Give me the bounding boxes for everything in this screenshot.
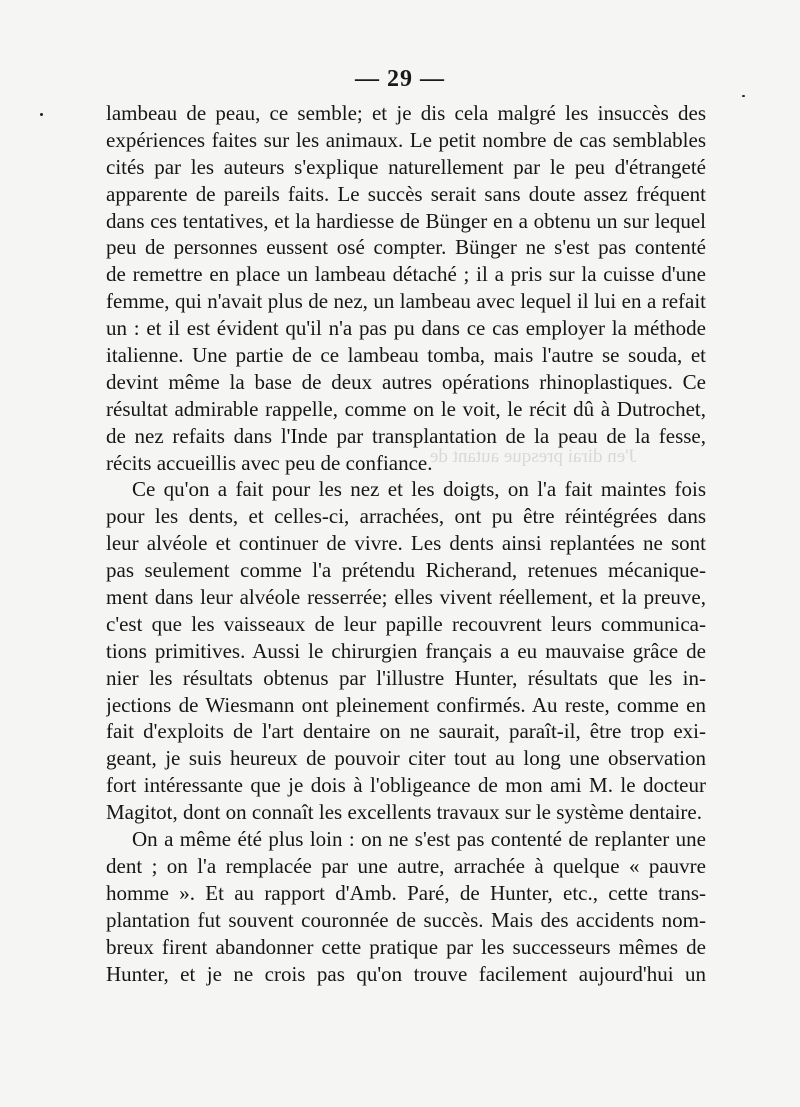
text-line: fait d'exploits de l'art dentaire on ne saurait, paraît-il, être trop exi- — [106, 719, 706, 744]
text-line: leur alvéole et continuer de vivre. Les dents ainsi replantées ne sont — [106, 531, 706, 556]
show-through-text: J'en dirai presque autant de — [430, 446, 637, 467]
text-line: ment dans leur alvéole resserrée; elles vivent réellement, et la preuve, — [106, 585, 706, 610]
body-text — [106, 100, 706, 987]
text-line: de remettre en place un lambeau détaché ; il a pris sur la cuisse d'une — [106, 262, 706, 287]
text-line: geant, je suis heureux de pouvoir citer tout au long une observation — [106, 746, 706, 771]
text-line: femme, qui n'avait plus de nez, un lambeau avec lequel il lui en a refait — [106, 289, 706, 314]
text-line: fort intéressante que je dois à l'obligeance de mon ami M. le docteur — [106, 773, 706, 798]
text-line: cités par les auteurs s'explique naturellement par le peu d'étrangeté — [106, 154, 706, 179]
text-line: tions primitives. Aussi le chirurgien français a eu mauvaise grâce de — [106, 638, 706, 663]
text-line: jections de Wiesmann ont pleinement confirmés. Au reste, comme en — [106, 692, 706, 717]
text-line: résultat admirable rappelle, comme on le voit, le récit dû à Dutrochet, — [106, 396, 706, 421]
text-line: expériences faites sur les animaux. Le petit nombre de cas semblables — [106, 127, 706, 152]
text-line: lambeau de peau, ce semble; et je dis cela malgré les insuccès des — [106, 101, 706, 125]
text-line: récits accueillis avec peu de confiance. — [106, 450, 433, 475]
text-line: On a même été plus loin : on ne s'est pas contenté de replanter une — [132, 827, 706, 852]
text-line: un : et il est évident qu'il n'a pas pu dans ce cas employer la méthode — [106, 316, 706, 341]
text-line: breux firent abandonner cette pratique par les successeurs mêmes de — [106, 934, 706, 959]
text-line: c'est que les vaisseaux de leur papille recouvrent leurs communica- — [106, 611, 706, 636]
page-number: — 29 — — [355, 66, 445, 92]
text-line: homme ». Et au rapport d'Amb. Paré, de Hunter, etc., cette trans- — [106, 880, 706, 905]
text-line: nier les résultats obtenus par l'illustre Hunter, résultats que les in- — [106, 665, 706, 690]
speck-mark — [742, 95, 745, 97]
text-line: apparente de pareils faits. Le succès serait sans doute assez fréquent — [106, 181, 706, 206]
text-line: pour les dents, et celles-ci, arrachées, ont pu être réintégrées dans — [106, 504, 706, 529]
text-line: devint même la base de deux autres opérations rhinoplastiques. Ce — [106, 369, 706, 394]
text-line: plantation fut souvent couronnée de succès. Mais des accidents nom- — [106, 907, 706, 932]
text-line: pas seulement comme l'a prétendu Richerand, retenues mécanique- — [106, 558, 706, 583]
text-line: dent ; on l'a remplacée par une autre, arrachée à quelque « pauvre — [106, 853, 706, 878]
text-line: peu de personnes eussent osé compter. Bünger ne s'est pas contenté — [106, 235, 706, 260]
text-line: de nez refaits dans l'Inde par transplantation de la peau de la fesse, — [106, 423, 706, 448]
speck-mark — [40, 113, 43, 116]
text-line: Magitot, dont on connaît les excellents travaux sur le système dentaire. — [106, 800, 702, 825]
text-line: dans ces tentatives, et la hardiesse de Bünger en a obtenu un sur lequel — [106, 208, 706, 233]
text-line: Ce qu'on a fait pour les nez et les doigts, on l'a fait maintes fois — [132, 477, 706, 502]
text-line: italienne. Une partie de ce lambeau tomba, mais l'autre se souda, et — [106, 343, 706, 368]
text-line: Hunter, et je ne crois pas qu'on trouve facilement aujourd'hui un — [106, 961, 706, 986]
